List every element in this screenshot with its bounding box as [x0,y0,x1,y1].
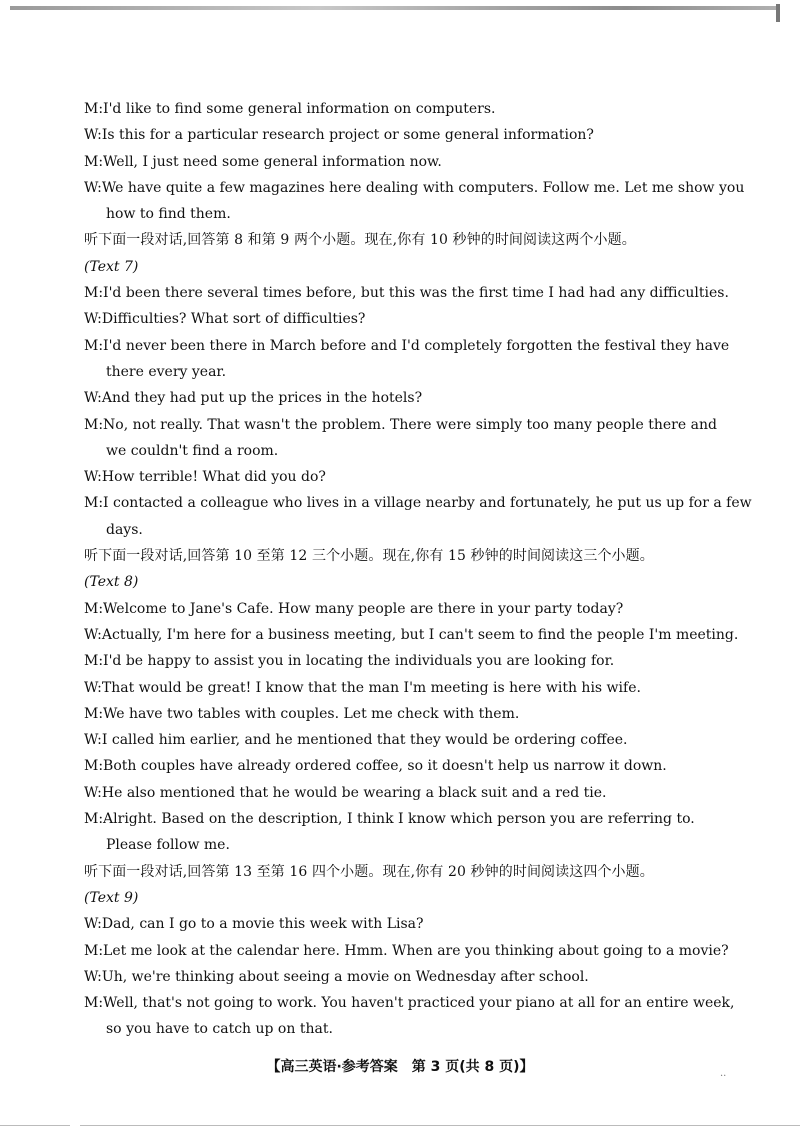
dialogue-line: M:Well, I just need some general information now. [84,153,442,170]
dialogue-line: M:No, not really. That wasn't the problem. There were simply too many people there and [84,416,717,433]
dialogue-line: W:That would be great! I know that the man I'm meeting is here with his wife. [84,679,641,696]
dialogue-line: M:I contacted a colleague who lives in a village nearby and fortunately, he put us up for a few [84,495,752,512]
dialogue-line: M:Welcome to Jane's Cafe. How many people are there in your party today? [84,600,624,617]
dialogue-continuation: Please follow me. [106,837,230,854]
document-body [84,96,752,1043]
dialogue-continuation: we couldn't find a room. [106,442,279,459]
dialogue-line: M:Both couples have already ordered coffee, so it doesn't help us narrow it down. [84,758,667,775]
top-border [10,6,780,10]
bottom-rule [80,1125,800,1126]
dialogue-line: W:He also mentioned that he would be wearing a black suit and a red tie. [84,784,607,801]
text-label: (Text 9) [84,889,139,906]
dialogue-line: W:We have quite a few magazines here dealing with computers. Follow me. Let me show you [84,179,745,196]
dialogue-line: W:Difficulties? What sort of difficulties? [84,311,366,328]
dialogue-line: W:Uh, we're thinking about seeing a movie on Wednesday after school. [84,968,589,985]
dialogue-line: M:I'd been there several times before, but this was the first time I had had any difficulties. [84,285,729,302]
text-label: (Text 7) [84,258,139,275]
dialogue-line: W:Is this for a particular research project or some general information? [84,127,594,144]
dialogue-continuation: days. [106,521,143,538]
page-footer: 【高三英语·参考答案 第 3 页(共 8 页)】 [266,1059,534,1075]
dialogue-line: M:Well, that's not going to work. You haven't practiced your piano at all for an entire week, [84,995,735,1012]
dialogue-continuation: so you have to catch up on that. [106,1021,333,1038]
instruction-line: 听下面一段对话,回答第 10 至第 12 三个小题。现在,你有 15 秒钟的时间阅读这三个小题。 [84,548,654,565]
dialogue-line: M:I'd like to find some general information on computers. [84,101,496,117]
instruction-line: 听下面一段对话,回答第 8 和第 9 两个小题。现在,你有 10 秒钟的时间阅读这两个小题。 [84,232,636,249]
dialogue-line: W:I called him earlier, and he mentioned that they would be ordering coffee. [84,732,628,749]
bottom-rule-left [0,1125,70,1126]
dialogue-line: W:How terrible! What did you do? [84,469,326,486]
dialogue-continuation: there every year. [106,363,227,380]
dialogue-line: M:We have two tables with couples. Let me check with them. [84,705,520,722]
dialogue-line: M:Alright. Based on the description, I think I know which person you are referring to. [84,811,695,828]
dialogue-line: M:I'd be happy to assist you in locating the individuals you are looking for. [84,653,615,670]
corner-mark: .. [720,1068,727,1079]
dialogue-continuation: how to find them. [106,206,231,223]
dialogue-line: M:I'd never been there in March before and I'd completely forgotten the festival they have [84,337,730,354]
dialogue-line: W:And they had put up the prices in the hotels? [84,390,423,407]
dialogue-line: W:Actually, I'm here for a business meeting, but I can't seem to find the people I'm meeting. [84,626,739,643]
instruction-line: 听下面一段对话,回答第 13 至第 16 四个小题。现在,你有 20 秒钟的时间阅读这四个小题。 [84,863,654,880]
text-label: (Text 8) [84,574,139,591]
dialogue-line: W:Dad, can I go to a movie this week with Lisa? [84,916,424,933]
top-corner-mark [776,4,780,22]
dialogue-line: M:Let me look at the calendar here. Hmm. When are you thinking about going to a movie? [84,942,729,959]
